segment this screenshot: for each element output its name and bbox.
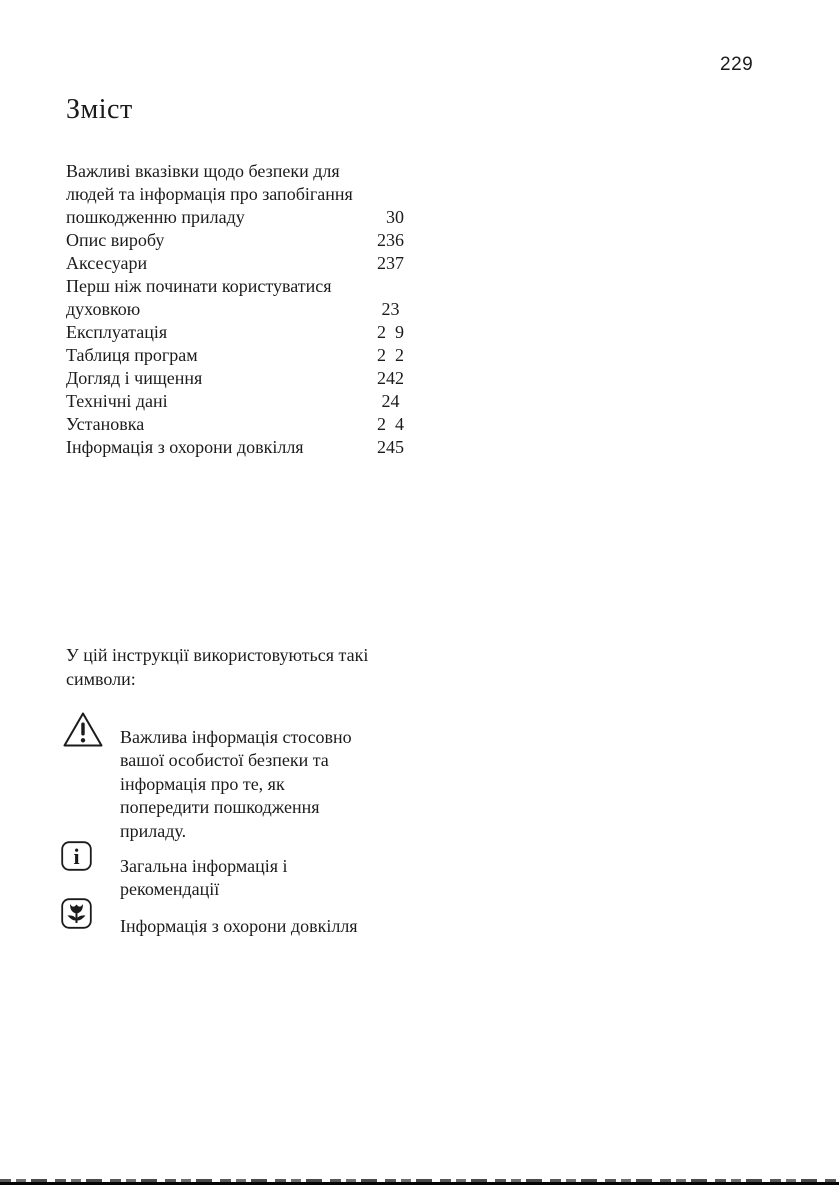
info-symbol-description	[120, 855, 420, 902]
toc-line	[66, 436, 404, 459]
toc-entry-label: Установка	[66, 414, 145, 434]
toc-entry-label: Таблиця програм	[66, 345, 198, 365]
toc-line	[66, 275, 404, 298]
toc-entry-label: Опис виробу	[66, 230, 165, 250]
toc-entry-label: Важливі вказівки щодо безпеки для	[66, 161, 340, 181]
toc-entry-label: Інформація з охорони довкілля	[66, 437, 304, 457]
toc-line	[66, 206, 404, 229]
toc-entry-page: 242	[377, 368, 404, 388]
description-line: приладу.	[120, 820, 187, 841]
toc-entry-page: 2 4	[377, 414, 404, 434]
toc-entry-page: 2 2	[377, 345, 404, 365]
toc-line	[66, 160, 404, 183]
intro-line: У цій інструкції використовуються такі	[66, 645, 369, 665]
toc-entry-page: 24	[381, 391, 404, 411]
warning-symbol-description	[120, 726, 420, 843]
toc-entry-label: Технічні дані	[66, 391, 168, 411]
symbols-intro-paragraph	[66, 643, 426, 691]
description-line: рекомендації	[120, 879, 220, 900]
info-icon	[61, 841, 92, 871]
toc-entry-page: 2 9	[377, 322, 404, 342]
toc-line	[66, 390, 404, 413]
table-of-contents	[66, 160, 404, 459]
toc-entry-page: 245	[377, 437, 404, 457]
description-line: Важлива інформація стосовно	[120, 727, 352, 747]
toc-entry-label: Експлуатація	[66, 322, 168, 342]
toc-entry-label: Аксесуари	[66, 253, 148, 273]
intro-line: символи:	[66, 669, 136, 689]
toc-line	[66, 183, 404, 206]
description-line: Інформація з охорони довкілля	[120, 916, 358, 936]
toc-entry-page: 30	[386, 207, 404, 227]
toc-entry-label: Догляд і чищення	[66, 368, 203, 388]
toc-entry-label: Перш ніж починати користуватися	[66, 276, 332, 296]
toc-entry-label: духовкою	[66, 299, 141, 319]
description-line: Загальна інформація і	[120, 856, 288, 876]
toc-line	[66, 321, 404, 344]
toc-entry-page: 23	[381, 299, 404, 319]
toc-line	[66, 344, 404, 367]
toc-entry-label: людей та інформація про запобігання	[66, 184, 353, 204]
toc-entry-page: 236	[377, 230, 404, 250]
scan-artifact-line	[0, 1182, 839, 1185]
toc-line	[66, 229, 404, 252]
warning-triangle-icon	[62, 711, 104, 749]
page-number: 229	[720, 54, 754, 75]
toc-line	[66, 298, 404, 321]
svg-text:i: i	[73, 844, 80, 869]
page-title: Зміст	[66, 94, 133, 125]
description-line: попередити пошкодження	[120, 797, 320, 818]
toc-line	[66, 252, 404, 275]
toc-entry-page: 237	[377, 253, 404, 273]
description-line: інформація про те, як	[120, 773, 285, 794]
toc-line	[66, 367, 404, 390]
toc-entry-label: пошкодженню приладу	[66, 207, 245, 227]
flower-icon	[61, 898, 92, 929]
description-line: вашої особистої безпеки та	[120, 750, 329, 771]
environment-symbol-description	[120, 915, 420, 938]
toc-line	[66, 413, 404, 436]
